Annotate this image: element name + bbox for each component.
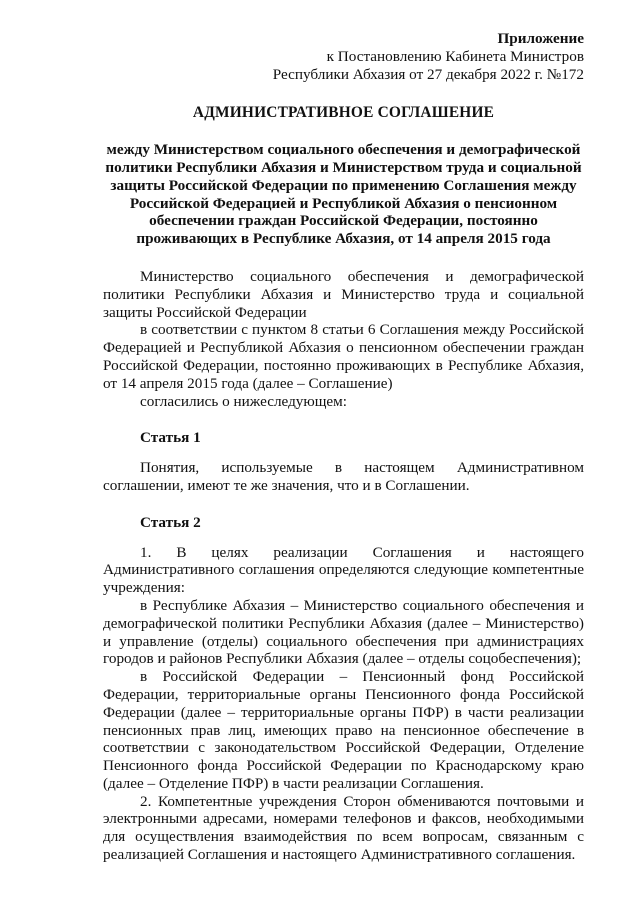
document-title: АДМИНИСТРАТИВНОЕ СОГЛАШЕНИЕ [192,104,495,122]
preamble-basis: в соответствии с пунктом 8 статьи 6 Соглашения между Российской Федерацией и Республикой Абхазия о пенсионном обеспечении граждан Российской Федерации, постоянно проживающих в Республике Абхазия, от 14 апреля 2015 года (далее – Соглашение) [103,321,584,392]
appendix-line-2: Республики Абхазия от 27 декабря 2022 г. №172 [272,65,584,83]
appendix-header [103,30,584,83]
article-2-paragraph-2: в Республике Абхазия – Министерство социального обеспечения и демографической политики Республики Абхазия (далее – Министерство) и управление (отделы) социального обеспечения при администрациях городов и районов Республики Абхазия (далее – отделы соцобеспечения); [103,596,584,668]
preamble-parties: Министерство социального обеспечения и демографической политики Республики Абхазия и Министерство труда и социальной защиты Российской Федерации [103,267,584,321]
article-2-paragraph-1: 1. В целях реализации Соглашения и настоящего Административного соглашения определяются следующие компетентные учреждения: [103,543,584,597]
article-2-heading: Статья 2 [140,513,201,531]
document-subtitle: между Министерством социального обеспечения и демографической политики Республики Абхазия и Министерством труда и социальной защиты Российской Федерации по применению Соглашения между Российской Федерацией и Республикой Абхазия о пенсионном обеспечении граждан Российской Федерации, постоянно проживающих в Республике Абхазия, от 14 апреля 2015 года [105,141,582,248]
appendix-label: Приложение [497,30,584,47]
article-2-paragraph-4: 2. Компетентные учреждения Сторон обмениваются почтовыми и электронными адресами, номерами телефонов и факсов, необходимыми для осуществления взаимодействия по всем вопросам, связанным с реализацией Соглашения и настоящего Административного соглашения. [103,792,584,864]
preamble-agreed: согласились о нижеследующем: [140,392,348,410]
article-2-paragraph-3: в Российской Федерации – Пенсионный фонд Российской Федерации, территориальные органы Пенсионного фонда Российской Федерации (далее – территориальные органы ПФР) в части реализации пенсионных прав лиц, имеющих право на пенсионное обеспечение в соответствии с законодательством Российской Федерации, Отделение Пенсионного фонда Российской Федерации по Краснодарскому краю (далее – Отделение ПФР) в части реализации Соглашения. [103,668,584,792]
appendix-line-1: к Постановлению Кабинета Министров [326,47,584,65]
article-1-text: Понятия, используемые в настоящем Административном соглашении, имеют те же значения, что и в Соглашении. [103,459,584,494]
article-1-heading: Статья 1 [140,429,201,447]
